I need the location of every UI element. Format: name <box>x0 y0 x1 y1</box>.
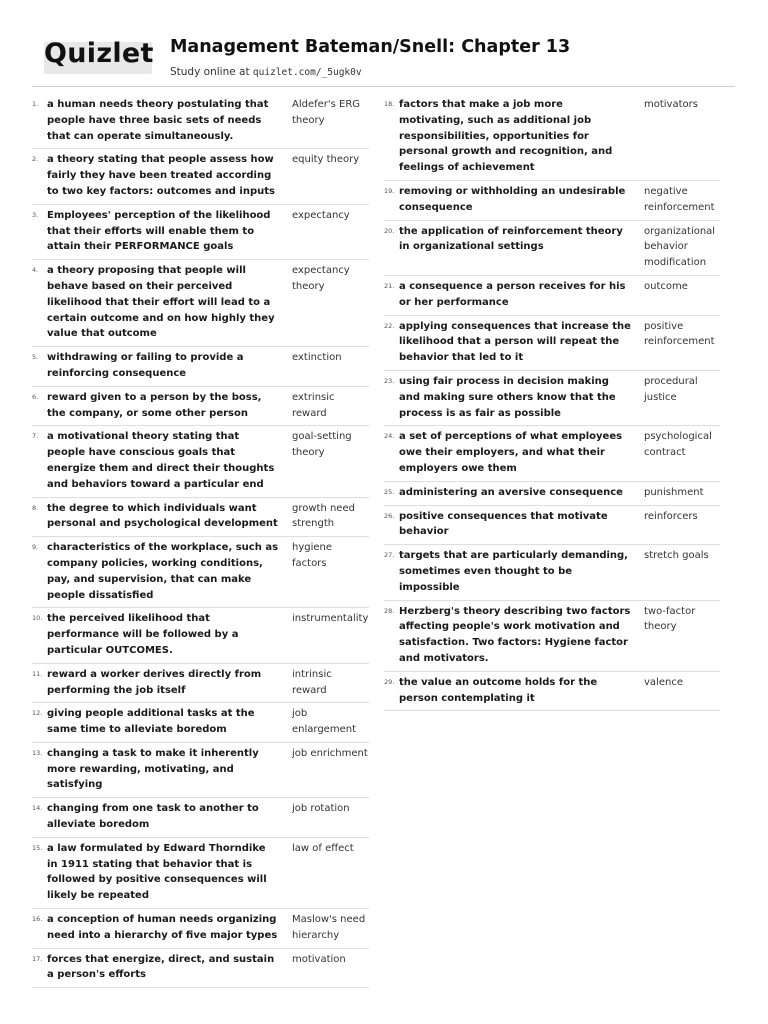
card-number: 6. <box>32 392 39 401</box>
left-card-column <box>32 94 369 988</box>
card-term: characteristics of the workplace, such as company policies, working conditions, pay, and supervision, that can make people dissatisfied <box>47 542 279 601</box>
card-definition: expectancy <box>292 209 350 221</box>
card-number: 2. <box>32 155 39 164</box>
card-definition: punishment <box>644 486 704 498</box>
card-definition: goal-setting theory <box>292 431 352 459</box>
card-term: Employees' perception of the likelihood that their efforts will enable them to attain their PERFORMANCE goals <box>47 209 271 253</box>
card-number: 10. <box>32 614 43 623</box>
card-term: giving people additional tasks at the same time to alleviate boredom <box>47 708 255 736</box>
card-number: 17. <box>32 954 43 963</box>
card-term: factors that make a job more motivating, such as additional job responsibilities, opportunities for personal growth and recognition, and feelings of achievement <box>399 99 613 174</box>
card-term: reward given to a person by the boss, the company, or some other person <box>47 391 262 419</box>
card-definition: job enlargement <box>292 708 356 736</box>
flashcard-row <box>32 949 369 989</box>
card-definition: instrumentality <box>292 613 369 625</box>
card-definition: motivators <box>644 99 698 110</box>
card-definition: motivation <box>292 953 346 965</box>
flashcard-row <box>32 703 369 743</box>
flashcard-row <box>384 371 720 426</box>
card-term: a law formulated by Edward Thorndike in 1911 stating that behavior that is followed by positive consequences will likely be repeated <box>47 842 267 902</box>
card-number: 23. <box>384 376 395 385</box>
card-term: a motivational theory stating that people have conscious goals that energize them and direct their thoughts and behaviors toward a particular end <box>47 431 275 490</box>
flashcard-row <box>384 482 720 506</box>
card-definition: Aldefer's ERG theory <box>292 99 361 126</box>
card-number: 28. <box>384 606 395 615</box>
card-definition: hygiene factors <box>292 542 333 569</box>
flashcard-row <box>32 798 369 838</box>
study-link[interactable]: quizlet.com/_5ugk0v <box>252 67 362 78</box>
flashcard-row <box>32 743 369 798</box>
card-definition: valence <box>644 676 683 688</box>
card-number: 4. <box>32 266 39 275</box>
card-term: a set of perceptions of what employees owe their employers, and what their employers owe them <box>399 431 623 474</box>
card-number: 8. <box>32 503 39 512</box>
card-term: using fair process in decision making and making sure others know that the process is as fair as possible <box>399 375 616 419</box>
flashcard-row <box>384 276 720 316</box>
quizlet-logo: Quizlet <box>44 38 154 69</box>
flashcard-row <box>32 347 369 387</box>
flashcard-row <box>32 664 369 704</box>
card-definition: extinction <box>292 352 342 364</box>
card-definition: two-factor theory <box>644 605 696 633</box>
card-definition: psychological contract <box>644 431 712 459</box>
flashcard-row <box>384 506 720 546</box>
card-number: 1. <box>32 100 39 108</box>
card-number: 9. <box>32 543 39 552</box>
card-definition: extrinsic reward <box>292 391 335 419</box>
header-divider <box>32 86 735 87</box>
card-number: 15. <box>32 843 43 852</box>
card-term: forces that energize, direct, and sustain a person's efforts <box>47 953 275 981</box>
card-definition: Maslow's need hierarchy <box>292 914 366 941</box>
page-subtitle <box>170 66 362 78</box>
flashcard-row <box>32 149 369 204</box>
card-definition: job enrichment <box>292 747 368 759</box>
card-number: 13. <box>32 748 43 757</box>
card-term: changing from one task to another to alleviate boredom <box>47 803 259 831</box>
right-card-column <box>384 94 720 711</box>
card-definition: job rotation <box>292 803 350 815</box>
card-number: 11. <box>32 669 43 678</box>
flashcard-row <box>32 608 369 663</box>
flashcard-row <box>32 387 369 427</box>
card-number: 27. <box>384 551 395 560</box>
card-definition: organizational behavior modification <box>644 225 716 269</box>
page-title: Management Bateman/Snell: Chapter 13 <box>170 37 571 57</box>
card-number: 29. <box>384 677 395 686</box>
card-number: 5. <box>32 353 39 362</box>
card-term: Herzberg's theory describing two factors affecting people's work motivation and satisfaction. Two factors: Hygiene factor and motivators. <box>399 605 631 664</box>
card-term: changing a task to make it inherently more rewarding, motivating, and satisfying <box>47 747 259 791</box>
flashcard-row <box>32 838 369 909</box>
card-number: 26. <box>384 511 395 520</box>
card-definition: negative reinforcement <box>644 185 715 213</box>
flashcard-row <box>32 909 369 949</box>
card-definition: expectancy theory <box>292 265 350 292</box>
card-term: administering an aversive consequence <box>399 486 623 498</box>
flashcard-row <box>384 426 720 481</box>
card-number: 19. <box>384 186 395 195</box>
flashcard-row <box>384 181 720 221</box>
flashcard-row <box>384 221 720 276</box>
card-number: 16. <box>32 915 43 924</box>
card-definition: intrinsic reward <box>292 668 332 696</box>
card-term: the application of reinforcement theory in organizational settings <box>399 225 623 253</box>
card-term: withdrawing or failing to provide a reinforcing consequence <box>47 352 244 379</box>
card-term: the value an outcome holds for the person contemplating it <box>399 676 598 704</box>
subtitle-prefix: Study online at <box>170 66 253 78</box>
flashcard-row <box>32 537 369 608</box>
card-number: 20. <box>384 226 395 235</box>
card-definition: positive reinforcement <box>644 320 715 348</box>
card-number: 14. <box>32 804 43 813</box>
card-number: 24. <box>384 432 395 441</box>
card-definition: equity theory <box>292 154 360 166</box>
flashcard-row <box>384 672 720 712</box>
card-term: the degree to which individuals want personal and psychological development <box>47 502 278 530</box>
card-term: reward a worker derives directly from performing the job itself <box>47 668 262 696</box>
card-number: 7. <box>32 432 39 441</box>
flashcard-row <box>32 94 369 149</box>
flashcard-row <box>32 260 369 347</box>
flashcard-row <box>384 94 720 181</box>
card-number: 18. <box>384 100 395 108</box>
card-term: a theory stating that people assess how fairly they have been treated according to two key factors: outcomes and inputs <box>47 154 275 197</box>
card-number: 21. <box>384 281 395 290</box>
card-term: a conception of human needs organizing need into a hierarchy of five major types <box>47 914 278 941</box>
card-term: targets that are particularly demanding, sometimes even thought to be impossible <box>399 550 628 593</box>
card-term: a human needs theory postulating that people have three basic sets of needs that can operate simultaneously. <box>47 99 269 142</box>
card-term: applying consequences that increase the likelihood that a person will repeat the behavior that led to it <box>399 320 631 364</box>
flashcard-row <box>384 316 720 371</box>
card-definition: procedural justice <box>644 375 698 403</box>
card-number: 25. <box>384 487 395 496</box>
card-term: a theory proposing that people will behave based on their perceived likelihood that their effort will lead to a certain outcome and on how highly they value that outcome <box>47 265 275 340</box>
flashcard-row <box>384 601 720 672</box>
flashcard-row <box>32 498 369 538</box>
card-number: 3. <box>32 210 39 219</box>
card-definition: law of effect <box>292 842 354 854</box>
flashcard-row <box>384 545 720 600</box>
card-term: positive consequences that motivate behavior <box>399 510 608 538</box>
card-definition: growth need strength <box>292 502 355 530</box>
card-definition: outcome <box>644 280 688 292</box>
flashcard-row <box>32 205 369 260</box>
card-term: removing or withholding an undesirable consequence <box>399 185 626 213</box>
card-term: the perceived likelihood that performance will be followed by a particular OUTCOMES. <box>47 613 239 656</box>
flashcard-row <box>32 426 369 497</box>
card-definition: reinforcers <box>644 510 698 522</box>
card-number: 22. <box>384 321 395 330</box>
card-definition: stretch goals <box>644 550 709 562</box>
card-term: a consequence a person receives for his or her performance <box>399 280 626 308</box>
card-number: 12. <box>32 709 43 718</box>
